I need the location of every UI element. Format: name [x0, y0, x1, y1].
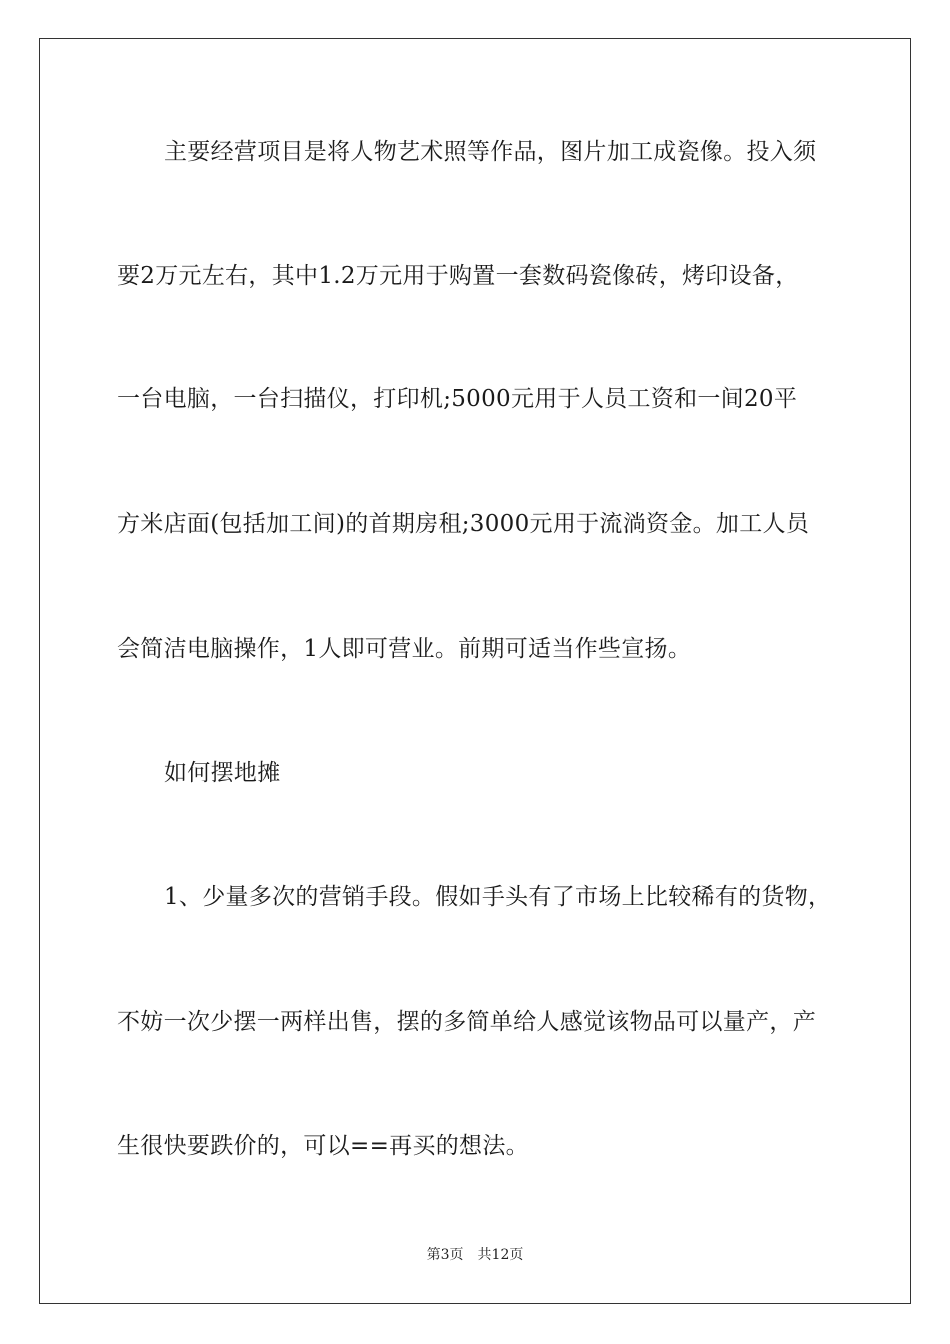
paragraph-line: 会简洁电脑操作，1人即可营业。前期可适当作些宣扬。: [117, 636, 692, 662]
paragraph-line: 方米店面(包括加工间)的首期房租;3000元用于流淌资金。加工人员: [117, 511, 810, 537]
section-heading: 如何摆地摊: [164, 760, 281, 786]
page-footer: [0, 1246, 950, 1264]
page-frame: [39, 38, 911, 1304]
paragraph-line: 主要经营项目是将人物艺术照等作品，图片加工成瓷像。投入须: [164, 139, 817, 165]
paragraph-line: 生很快要跌价的，可以==再买的想法。: [117, 1133, 529, 1159]
paragraph-line: 要2万元左右，其中1.2万元用于购置一套数码瓷像砖，烤印设备，: [117, 263, 799, 289]
page-number: 第3页: [426, 1247, 464, 1263]
paragraph-line: 1、少量多次的营销手段。假如手头有了市场上比较稀有的货物，: [164, 884, 832, 910]
paragraph-line: 一台电脑，一台扫描仪，打印机;5000元用于人员工资和一间20平: [117, 386, 798, 412]
page-total: 共12页: [477, 1247, 524, 1263]
paragraph-line: 不妨一次少摆一两样出售，摆的多简单给人感觉该物品可以量产，产: [117, 1009, 816, 1035]
